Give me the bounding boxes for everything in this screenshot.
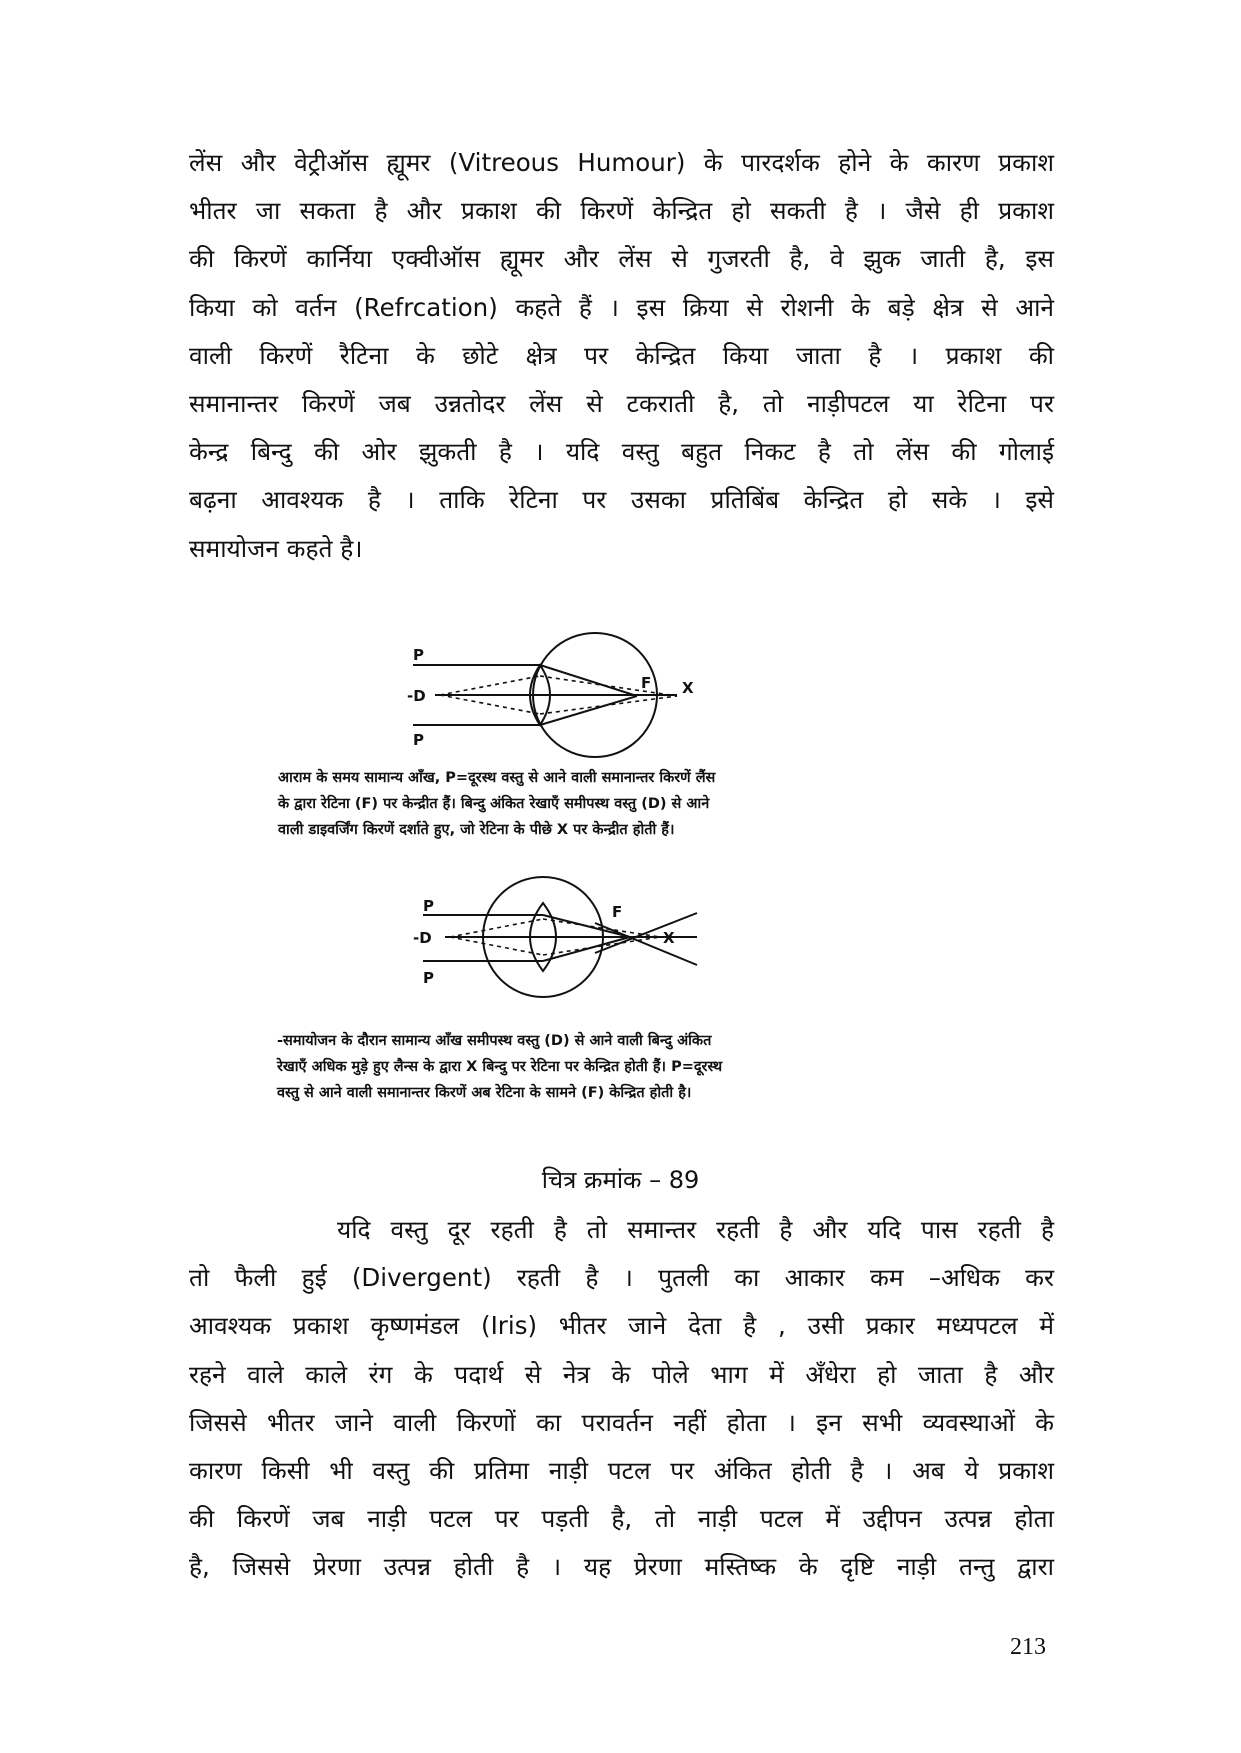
caption-line: के द्वारा रेटिना (F) पर केन्द्रीत हैं। बिन्दु अंकित रेखाएँ समीपस्थ वस्तु (D) से आने: [278, 796, 710, 812]
text-line: यदि वस्तु दूर रहती है तो समान्तर रहती है और यदि पास रहती है: [337, 1215, 1054, 1244]
label-p-bottom: P: [413, 731, 424, 749]
text-line: की किरणें जब नाड़ी पटल पर पड़ती है, तो नाड़ी पटल में उद्दीपन उत्पन्न होता: [189, 1504, 1054, 1534]
text-line: समानान्तर किरणें जब उन्नतोदर लेंस से टकराती है, तो नाड़ीपटल या रेटिना पर: [189, 389, 1054, 419]
eye-at-rest-diagram: [395, 630, 725, 760]
text-line: लेंस और वेट्रीऑस ह्यूमर (Vitreous Humour) के पारदर्शक होने के कारण प्रकाश: [189, 148, 1054, 177]
figure1-caption: [278, 765, 715, 843]
crossing-ray-down: [595, 923, 697, 965]
label-p-top: P: [423, 897, 434, 915]
refracted-ray-bottom: [540, 696, 637, 725]
figure-number-label: चित्र क्रमांक – 89: [541, 1166, 700, 1194]
caption-line: वाली डाइवर्जिंग किरणें दर्शाते हुए, जो रेटिना के पीछे X पर केन्द्रीत होती हैं।: [278, 822, 675, 838]
refracted-ray-top: [540, 665, 637, 696]
label-f: F: [641, 674, 652, 692]
text-line: कारण किसी भी वस्तु की प्रतिमा नाड़ी पटल पर अंकित होती है । अब ये प्रकाश: [189, 1456, 1054, 1486]
label-p-bottom: P: [423, 969, 434, 987]
caption-line: रेखाएँ अधिक मुड़े हुए लैन्स के द्वारा X बिन्दु पर रेटिना पर केन्द्रित होती हैं। P=दूरस्थ: [277, 1059, 723, 1075]
caption-line: -समायोजन के दौरान सामान्य आँख समीपस्थ वस्तु (D) से आने वाली बिन्दु अंकित: [277, 1033, 712, 1049]
text-line: है, जिससे प्रेरणा उत्पन्न होती है । यह प्रेरणा मस्तिष्क के दृष्टि नाड़ी तन्तु द्वारा: [189, 1552, 1054, 1582]
paragraph-lens-refraction: [189, 139, 1054, 573]
diverging-ray-bottom: [450, 937, 543, 955]
label-p-top: P: [413, 646, 424, 664]
diverging-ray-bottom: [440, 695, 540, 714]
text-line: बढ़ना आवश्यक है । ताकि रेटिना पर उसका प्रतिबिंब केन्द्रित हो सके । इसे: [189, 485, 1054, 515]
text-line: तो फैली हुई (Divergent) रहती है । पुतली का आकार कम –अधिक कर: [189, 1263, 1054, 1293]
label-d: -D: [407, 687, 426, 705]
text-line: जिससे भीतर जाने वाली किरणों का परावर्तन नहीं होता । इन सभी व्यवस्थाओं के: [189, 1407, 1054, 1437]
caption-line: आराम के समय सामान्य आँख, P=दूरस्थ वस्तु से आने वाली समानान्तर किरणें लैंस: [278, 770, 716, 786]
diverging-ray-top: [440, 676, 540, 695]
text-line: वाली किरणें रैटिना के छोटे क्षेत्र पर केन्द्रित किया जाता है । प्रकाश की: [189, 340, 1054, 370]
label-x: X: [663, 929, 675, 947]
text-line: भीतर जा सकता है और प्रकाश की किरणें केन्द्रित हो सकती है । जैसे ही प्रकाश: [189, 196, 1054, 226]
label-d: -D: [413, 929, 432, 947]
figure2-caption: [277, 1028, 722, 1106]
text-line: केन्द्र बिन्दु की ओर झुकती है । यदि वस्तु बहुत निकट है तो लेंस की गोलाई: [189, 437, 1054, 467]
paragraph-divergent-rays: [189, 1206, 1054, 1592]
caption-line: वस्तु से आने वाली समानान्तर किरणें अब रेटिना के सामने (F) केन्द्रित होती है।: [277, 1085, 692, 1101]
text-line: समायोजन कहते है।: [189, 533, 363, 563]
label-f: F: [612, 903, 623, 921]
page-number: 213: [1010, 1634, 1046, 1660]
text-line: आवश्यक प्रकाश कृष्णमंडल (Iris) भीतर जाने देता है , उसी प्रकार मध्यपटल में: [189, 1311, 1054, 1341]
text-line: रहने वाले काले रंग के पदार्थ से नेत्र के पोले भाग में अँधेरा हो जाता है और: [189, 1359, 1054, 1389]
text-line: किया को वर्तन (Refrcation) कहते हैं । इस क्रिया से रोशनी के बड़े क्षेत्र से आने: [189, 292, 1054, 322]
text-line: की किरणें कार्निया एक्वीऑस ह्यूमर और लेंस से गुजरती है, वे झुक जाती है, इस: [189, 244, 1054, 274]
label-x: X: [682, 679, 694, 697]
diverging-ray-top: [450, 919, 543, 937]
eye-accommodation-diagram: [405, 875, 725, 1000]
